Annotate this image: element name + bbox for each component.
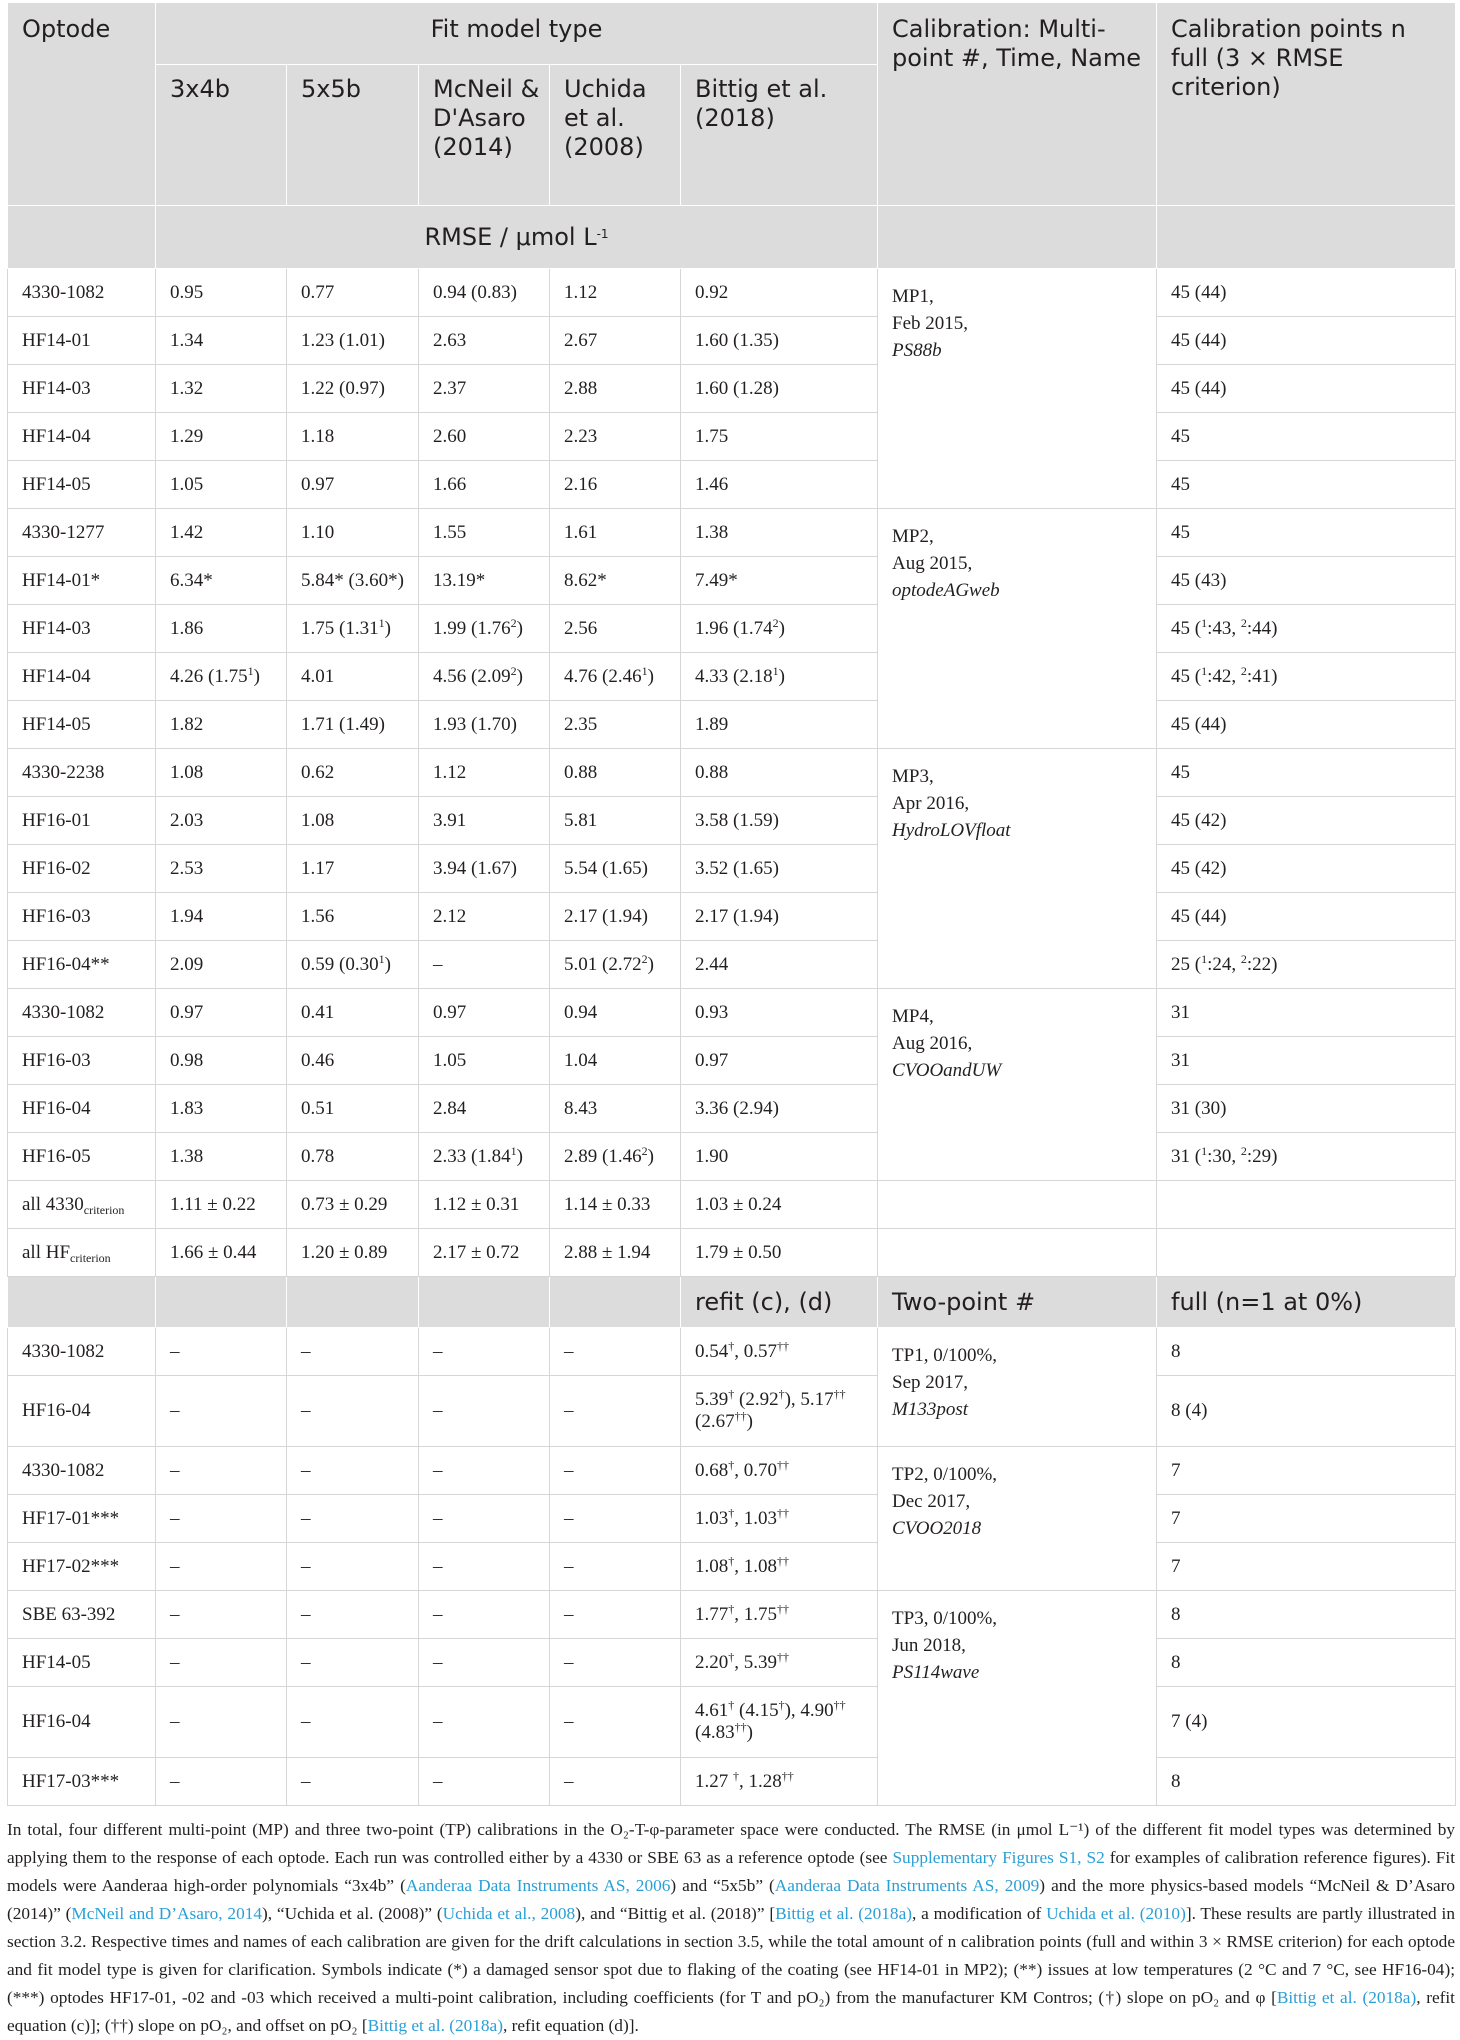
rmse-value: 1.56	[287, 893, 419, 941]
optode-name: HF16-03	[8, 1037, 156, 1085]
dash-value: –	[550, 1328, 681, 1376]
points-value: 45 (44)	[1157, 365, 1456, 413]
summary-value: 1.66 ± 0.44	[156, 1229, 287, 1277]
dash-value: –	[419, 1495, 550, 1543]
rmse-value: 1.05	[156, 461, 287, 509]
header-fit-model: Fit model type	[156, 3, 878, 65]
rmse-value: 0.78	[287, 1133, 419, 1181]
tp-header-refit: refit (c), (d)	[681, 1277, 878, 1328]
table-row	[8, 1758, 1456, 1806]
header-blank	[8, 206, 156, 269]
dash-value: –	[156, 1591, 287, 1639]
summary-section	[8, 1181, 1456, 1277]
table-row	[8, 1376, 1456, 1447]
table-row	[8, 1495, 1456, 1543]
summary-label: all $HF_{criterion}$	[8, 1229, 156, 1277]
rmse-value: 0.97	[681, 1037, 878, 1085]
refit-value: 2.20†, 5.39††	[681, 1639, 878, 1687]
rmse-value: 4.56 (2.09$^2$)	[419, 653, 550, 701]
rmse-value: 1.12	[419, 749, 550, 797]
header-rmse	[156, 206, 878, 269]
rmse-value: 3.94 (1.67)	[419, 845, 550, 893]
rmse-value: 2.09	[156, 941, 287, 989]
dash-value: –	[287, 1495, 419, 1543]
rmse-value: 0.51	[287, 1085, 419, 1133]
rmse-value: 1.22 (0.97)	[287, 365, 419, 413]
rmse-value: 1.42	[156, 509, 287, 557]
table-row	[8, 605, 1456, 653]
rmse-value: 2.44	[681, 941, 878, 989]
table-row	[8, 1447, 1456, 1495]
rmse-value: 5.81	[550, 797, 681, 845]
table-row	[8, 557, 1456, 605]
rmse-value: 1.29	[156, 413, 287, 461]
optode-name: HF14-03	[8, 365, 156, 413]
dash-value: –	[156, 1758, 287, 1806]
table-row	[8, 413, 1456, 461]
dash-value: –	[550, 1639, 681, 1687]
rmse-value: 0.98	[156, 1037, 287, 1085]
table-row	[8, 1037, 1456, 1085]
dash-value: –	[419, 1758, 550, 1806]
rmse-value: 3.91	[419, 797, 550, 845]
dash-value: –	[419, 1687, 550, 1758]
optode-name: HF14-05	[8, 461, 156, 509]
tp-header-blank	[287, 1277, 419, 1328]
summary-value: 2.17 ± 0.72	[419, 1229, 550, 1277]
rmse-value: 1.17	[287, 845, 419, 893]
table-row	[8, 1687, 1456, 1758]
table-row	[8, 1328, 1456, 1376]
optode-name: HF14-03	[8, 605, 156, 653]
rmse-value: 1.05	[419, 1037, 550, 1085]
points-value: 45 (42)	[1157, 845, 1456, 893]
ref-link[interactable]: Uchida et al., 2008	[442, 1904, 576, 1923]
rmse-value: 2.17 (1.94)	[681, 893, 878, 941]
dash-value: –	[419, 1447, 550, 1495]
refit-value: 1.03†, 1.03††	[681, 1495, 878, 1543]
header-model: Uchida et al. (2008)	[550, 65, 681, 206]
dash-value: –	[287, 1591, 419, 1639]
rmse-value: 1.38	[681, 509, 878, 557]
points-value: 8 (4)	[1157, 1376, 1456, 1447]
optode-name: 4330-1082	[8, 1447, 156, 1495]
refit-value: 0.68†, 0.70††	[681, 1447, 878, 1495]
dash-value: –	[156, 1543, 287, 1591]
points-value: 45 (44)	[1157, 893, 1456, 941]
optode-name: HF16-04**	[8, 941, 156, 989]
dash-value: –	[156, 1328, 287, 1376]
dash-value: –	[550, 1687, 681, 1758]
rmse-value: 1.83	[156, 1085, 287, 1133]
optode-name: HF14-04	[8, 653, 156, 701]
rmse-value: 2.53	[156, 845, 287, 893]
summary-blank	[878, 1229, 1157, 1277]
rmse-value: 3.52 (1.65)	[681, 845, 878, 893]
calibration-info: MP3, Apr 2016, HydroLOVfloat	[878, 749, 1157, 989]
optode-name: HF16-04	[8, 1687, 156, 1758]
ref-link[interactable]: McNeil and D’Asaro, 2014	[71, 1904, 262, 1923]
points-value: 45 ($^1$:42, $^2$:41)	[1157, 653, 1456, 701]
rmse-value: 13.19*	[419, 557, 550, 605]
points-value: 45 (44)	[1157, 317, 1456, 365]
points-value: 45	[1157, 509, 1456, 557]
calibration-info: MP1, Feb 2015, PS88b	[878, 269, 1157, 509]
optode-name: HF16-03	[8, 893, 156, 941]
rmse-value: 1.66	[419, 461, 550, 509]
rmse-value: 1.08	[156, 749, 287, 797]
rmse-value: 8.43	[550, 1085, 681, 1133]
rmse-value: 1.34	[156, 317, 287, 365]
tp-header-blank	[550, 1277, 681, 1328]
rmse-value: 0.93	[681, 989, 878, 1037]
rmse-value: 2.67	[550, 317, 681, 365]
table-row	[8, 1591, 1456, 1639]
optode-name: HF16-04	[8, 1376, 156, 1447]
points-value: 45 (44)	[1157, 269, 1456, 317]
twopoint-section	[8, 1328, 1456, 1806]
ref-link[interactable]: Bittig et al. (2018a)	[775, 1904, 912, 1923]
rmse-value: 1.99 (1.76$^2$)	[419, 605, 550, 653]
rmse-value: 0.94	[550, 989, 681, 1037]
header-model: McNeil & D'Asaro (2014)	[419, 65, 550, 206]
refit-value: 1.08†, 1.08††	[681, 1543, 878, 1591]
points-value: 45 ($^1$:43, $^2$:44)	[1157, 605, 1456, 653]
optode-name: HF14-04	[8, 413, 156, 461]
rmse-value: 0.46	[287, 1037, 419, 1085]
ref-link[interactable]: Bittig et al. (2018a)	[367, 2016, 503, 2035]
ref-link[interactable]: Aanderaa Data Instruments AS, 2006	[405, 1876, 671, 1895]
tp-header-blank	[156, 1277, 287, 1328]
dash-value: –	[419, 1591, 550, 1639]
table-row	[8, 653, 1456, 701]
dash-value: –	[550, 1447, 681, 1495]
summary-value: 1.03 ± 0.24	[681, 1181, 878, 1229]
points-value: 45 (43)	[1157, 557, 1456, 605]
points-value: 7 (4)	[1157, 1687, 1456, 1758]
table-row	[8, 1085, 1456, 1133]
summary-row	[8, 1229, 1456, 1277]
table-row	[8, 989, 1456, 1037]
table-row	[8, 1133, 1456, 1181]
rmse-value: 1.75	[681, 413, 878, 461]
points-value: 25 ($^1$:24, $^2$:22)	[1157, 941, 1456, 989]
optode-name: HF14-05	[8, 1639, 156, 1687]
optode-name: HF16-04	[8, 1085, 156, 1133]
summary-value: 1.11 ± 0.22	[156, 1181, 287, 1229]
ref-link[interactable]: Bittig et al. (2018a)	[1276, 1988, 1417, 2007]
table-row	[8, 701, 1456, 749]
refit-value: 5.39† (2.92†), 5.17†† (2.67††)	[681, 1376, 878, 1447]
summary-value: 1.14 ± 0.33	[550, 1181, 681, 1229]
rmse-value: 0.88	[681, 749, 878, 797]
summary-value: 1.79 ± 0.50	[681, 1229, 878, 1277]
rmse-value: 3.58 (1.59)	[681, 797, 878, 845]
table-row	[8, 893, 1456, 941]
tp-header-blank	[8, 1277, 156, 1328]
table-footnote: In total, four different multi-point (MP) and three two-point (TP) calibrations in the O₂-T-φ-parameter space were conducted. The RMSE (in μmol L⁻¹) of the different fit model types was determined by applying them to the response of each optode. Each run was controlled either by a 4330 or SBE 63 as a reference optode (see Supplementary Figures S1, S2 for examples of calibration reference figures). Fit models were Aanderaa high-order polynomials “3x4b” (Aanderaa Data Instruments AS, 2006) and “5x5b” (Aanderaa Data Instruments AS, 2009) and the more physics-based models “McNeil & D’Asaro (2014)” (McNeil and D’Asaro, 2014), “Uchida et al. (2008)” (Uchida et al., 2008), and “Bittig et al. (2018)” [Bittig et al. (2018a), a modification of Uchida et al. (2010)]. These results are partly illustrated in section 3.2. Respective times and names of each calibration are given for the drift calculations in section 3.5, while the total amount of n calibration points (full and within 3 × RMSE criterion) for each optode and fit model type is given for clarification. Symbols indicate (*) a damaged sensor spot due to flaking of the coating (see HF14-01 in MP2); (**) issues at low temperatures (2 °C and 7 °C, see HF16-04); (***) optodes HF17-01, -02 and -03 which received a multi-point calibration, including coefficients (for T and pO₂) from the manufacturer KM Contros; (†) slope on pO₂ and φ [Bittig et al. (2018a), refit equation (c)]; (††) slope on pO₂, and offset on pO₂ [Bittig et al. (2018a), refit equation (d)].	[7, 1820, 1456, 2035]
rmse-value: 2.63	[419, 317, 550, 365]
optode-name: HF16-01	[8, 797, 156, 845]
optode-name: HF14-01	[8, 317, 156, 365]
optode-name: HF14-01*	[8, 557, 156, 605]
rmse-value: 1.75 (1.31$^1$)	[287, 605, 419, 653]
optode-name: HF16-05	[8, 1133, 156, 1181]
rmse-value: 0.95	[156, 269, 287, 317]
table-row	[8, 317, 1456, 365]
rmse-value: 5.54 (1.65)	[550, 845, 681, 893]
dash-value: –	[156, 1495, 287, 1543]
optode-name: SBE 63-392	[8, 1591, 156, 1639]
rmse-value: 1.18	[287, 413, 419, 461]
rmse-value: 1.12	[550, 269, 681, 317]
rmse-value: 0.94 (0.83)	[419, 269, 550, 317]
calibration-info: TP3, 0/100%, Jun 2018, PS114wave	[878, 1591, 1157, 1806]
header-blank	[1157, 206, 1456, 269]
points-value: 8	[1157, 1758, 1456, 1806]
optode-name: HF17-01***	[8, 1495, 156, 1543]
tp-header-blank	[419, 1277, 550, 1328]
rmse-value: 0.97	[419, 989, 550, 1037]
rmse-value: 1.32	[156, 365, 287, 413]
summary-blank	[1157, 1181, 1456, 1229]
optode-name: 4330-2238	[8, 749, 156, 797]
rmse-value: 2.84	[419, 1085, 550, 1133]
rmse-value: 5.84* (3.60*)	[287, 557, 419, 605]
rmse-value: 1.60 (1.35)	[681, 317, 878, 365]
rmse-value: 0.41	[287, 989, 419, 1037]
optode-name: HF16-02	[8, 845, 156, 893]
dash-value: –	[419, 1328, 550, 1376]
header-model: 3x4b	[156, 65, 287, 206]
optode-name: HF17-03***	[8, 1758, 156, 1806]
rmse-value: 0.97	[156, 989, 287, 1037]
header-points: Calibration points n full (3 × RMSE criterion)	[1157, 3, 1456, 206]
table-row	[8, 1639, 1456, 1687]
tp-header-points: full (n=1 at 0%)	[1157, 1277, 1456, 1328]
rmse-value: 1.96 (1.74$^2$)	[681, 605, 878, 653]
rmse-value: 6.34*	[156, 557, 287, 605]
ref-link[interactable]: Uchida et al. (2010)	[1046, 1904, 1186, 1923]
summary-blank	[1157, 1229, 1456, 1277]
rmse-value: 1.08	[287, 797, 419, 845]
rmse-value: 2.56	[550, 605, 681, 653]
rmse-value: 1.82	[156, 701, 287, 749]
rmse-value: 4.33 (2.18$^1$)	[681, 653, 878, 701]
points-value: 31	[1157, 1037, 1456, 1085]
rmse-value: 1.46	[681, 461, 878, 509]
optode-name: 4330-1082	[8, 989, 156, 1037]
rmse-value: 1.60 (1.28)	[681, 365, 878, 413]
rmse-value: 1.90	[681, 1133, 878, 1181]
refit-value: 0.54†, 0.57††	[681, 1328, 878, 1376]
dash-value: –	[287, 1376, 419, 1447]
dash-value: –	[419, 1543, 550, 1591]
points-value: 45	[1157, 749, 1456, 797]
rmse-value: 0.97	[287, 461, 419, 509]
rmse-value: 1.38	[156, 1133, 287, 1181]
table-row	[8, 845, 1456, 893]
refit-value: 4.61† (4.15†), 4.90†† (4.83††)	[681, 1687, 878, 1758]
rmse-value: 2.23	[550, 413, 681, 461]
dash-value: –	[156, 1447, 287, 1495]
rmse-value: 2.03	[156, 797, 287, 845]
rmse-value: 1.55	[419, 509, 550, 557]
calibration-info: TP1, 0/100%, Sep 2017, M133post	[878, 1328, 1157, 1447]
rmse-value: 8.62*	[550, 557, 681, 605]
summary-row	[8, 1181, 1456, 1229]
points-value: 45 (44)	[1157, 701, 1456, 749]
summary-value: 0.73 ± 0.29	[287, 1181, 419, 1229]
dash-value: –	[287, 1758, 419, 1806]
table-row	[8, 797, 1456, 845]
table-row	[8, 749, 1456, 797]
table-row	[8, 269, 1456, 317]
rmse-value: 4.76 (2.46$^1$)	[550, 653, 681, 701]
table-container	[7, 2, 1455, 2040]
dash-value: –	[550, 1376, 681, 1447]
table-row	[8, 509, 1456, 557]
summary-label: all $4330_{criterion}$	[8, 1181, 156, 1229]
points-value: 45 (42)	[1157, 797, 1456, 845]
rmse-value: 1.61	[550, 509, 681, 557]
summary-value: 2.88 ± 1.94	[550, 1229, 681, 1277]
calibration-info: MP4, Aug 2016, CVOOandUW	[878, 989, 1157, 1181]
rmse-value: 1.93 (1.70)	[419, 701, 550, 749]
dash-value: –	[550, 1591, 681, 1639]
rmse-value: 0.92	[681, 269, 878, 317]
rmse-value: 4.26 (1.75$^1$)	[156, 653, 287, 701]
optode-name: HF14-05	[8, 701, 156, 749]
points-value: 8	[1157, 1591, 1456, 1639]
dash-value: –	[550, 1543, 681, 1591]
ref-link[interactable]: Aanderaa Data Instruments AS, 2009	[774, 1876, 1040, 1895]
rmse-value: 1.23 (1.01)	[287, 317, 419, 365]
dash-value: –	[156, 1687, 287, 1758]
multipoint-section	[8, 269, 1456, 1181]
rmse-value: 2.16	[550, 461, 681, 509]
calibration-info: MP2, Aug 2015, optodeAGweb	[878, 509, 1157, 749]
rmse-value: 1.04	[550, 1037, 681, 1085]
rmse-exponent: -1	[596, 227, 609, 241]
optode-name: HF17-02***	[8, 1543, 156, 1591]
refit-value: 1.27 †, 1.28††	[681, 1758, 878, 1806]
rmse-label: RMSE / μmol L	[424, 223, 597, 251]
points-value: 7	[1157, 1543, 1456, 1591]
table-row	[8, 1543, 1456, 1591]
table-row	[8, 461, 1456, 509]
rmse-value: –	[419, 941, 550, 989]
calibration-table	[7, 2, 1456, 1806]
dash-value: –	[550, 1495, 681, 1543]
dash-value: –	[287, 1687, 419, 1758]
ref-link[interactable]: Supplementary Figures S1, S2	[892, 1848, 1105, 1867]
rmse-value: 2.12	[419, 893, 550, 941]
points-value: 8	[1157, 1328, 1456, 1376]
dash-value: –	[156, 1376, 287, 1447]
dash-value: –	[550, 1758, 681, 1806]
rmse-value: 2.88	[550, 365, 681, 413]
dash-value: –	[287, 1543, 419, 1591]
dash-value: –	[156, 1639, 287, 1687]
dash-value: –	[287, 1328, 419, 1376]
rmse-value: 0.88	[550, 749, 681, 797]
rmse-value: 2.33 (1.84$^1$)	[419, 1133, 550, 1181]
dash-value: –	[287, 1447, 419, 1495]
summary-value: 1.12 ± 0.31	[419, 1181, 550, 1229]
points-value: 45	[1157, 461, 1456, 509]
calibration-info: TP2, 0/100%, Dec 2017, CVOO2018	[878, 1447, 1157, 1591]
summary-value: 1.20 ± 0.89	[287, 1229, 419, 1277]
dash-value: –	[419, 1376, 550, 1447]
points-value: 31 (30)	[1157, 1085, 1456, 1133]
optode-name: 4330-1082	[8, 269, 156, 317]
points-value: 45	[1157, 413, 1456, 461]
tp-header-calibration: Two-point #	[878, 1277, 1157, 1328]
header-calibration: Calibration: Multi-point #, Time, Name	[878, 3, 1157, 206]
header-optode: Optode	[8, 3, 156, 206]
rmse-value: 1.10	[287, 509, 419, 557]
header-blank	[878, 206, 1157, 269]
dash-value: –	[287, 1639, 419, 1687]
rmse-value: 3.36 (2.94)	[681, 1085, 878, 1133]
rmse-value: 2.89 (1.46$^2$)	[550, 1133, 681, 1181]
rmse-value: 2.37	[419, 365, 550, 413]
points-value: 7	[1157, 1447, 1456, 1495]
summary-blank	[878, 1181, 1157, 1229]
rmse-value: 1.86	[156, 605, 287, 653]
table-row	[8, 941, 1456, 989]
rmse-value: 1.89	[681, 701, 878, 749]
optode-name: 4330-1277	[8, 509, 156, 557]
header-model: 5x5b	[287, 65, 419, 206]
dash-value: –	[419, 1639, 550, 1687]
points-value: 31 ($^1$:30, $^2$:29)	[1157, 1133, 1456, 1181]
points-value: 7	[1157, 1495, 1456, 1543]
rmse-value: 4.01	[287, 653, 419, 701]
rmse-value: 2.35	[550, 701, 681, 749]
rmse-value: 0.62	[287, 749, 419, 797]
rmse-value: 0.77	[287, 269, 419, 317]
optode-name: 4330-1082	[8, 1328, 156, 1376]
rmse-value: 5.01 (2.72$^2$)	[550, 941, 681, 989]
table-row	[8, 365, 1456, 413]
rmse-value: 2.17 (1.94)	[550, 893, 681, 941]
refit-value: 1.77†, 1.75††	[681, 1591, 878, 1639]
rmse-value: 7.49*	[681, 557, 878, 605]
points-value: 31	[1157, 989, 1456, 1037]
rmse-value: 1.94	[156, 893, 287, 941]
header-model: Bittig et al. (2018)	[681, 65, 878, 206]
points-value: 8	[1157, 1639, 1456, 1687]
rmse-value: 2.60	[419, 413, 550, 461]
rmse-value: 1.71 (1.49)	[287, 701, 419, 749]
rmse-value: 0.59 (0.30$^1$)	[287, 941, 419, 989]
